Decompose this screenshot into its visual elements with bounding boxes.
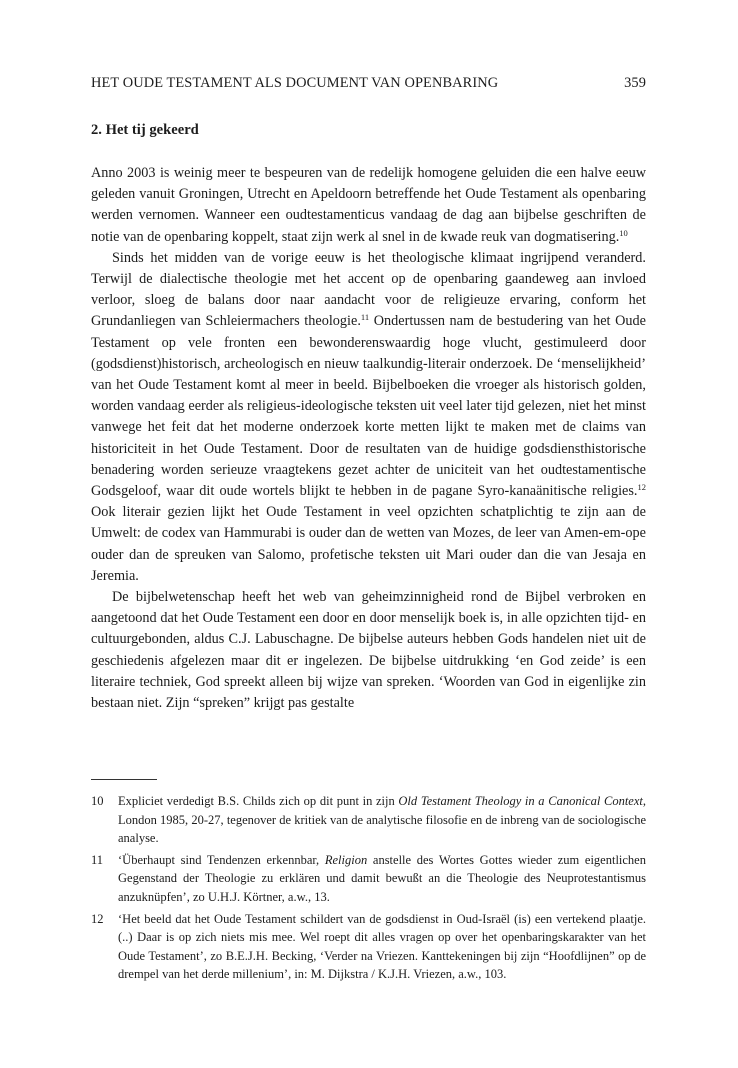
paragraph-2-part-3: Ook literair gezien lijkt het Oude Testament in veel opzichten schatplichtig te zijn aan de Umwelt: de codex van Hammurabi is ouder dan de wetten van Mozes, de leer van Amen-em-ope ouder dan de spreuken van Salomo, profetische teksten uit Mari ouder dan die van Jesaja en Jeremia. [91,504,646,584]
footnote-12 [91,910,646,984]
page-number: 359 [624,75,646,91]
paragraph-3 [91,587,646,714]
paragraph-1-text: Anno 2003 is weinig meer te bespeuren van de redelijk homogene geluiden die een halve eeuw geleden vanuit Groningen, Utrecht en Apeldoorn betreffende het Oude Testament als openbaring werden vernomen. Wanneer een oudtestamenticus vandaag de dag aan bijbelse geschriften de notie van de openbaring koppelt, staat zijn werk al snel in de kwade reuk van dogmatisering. [91,165,646,245]
footnote-text-end: anstelle des Wortes Gottes wieder zum eigentlichen Gegenstand der Theologie zu erklären und damit bewußt an die Theologie des Neuprotestantismus anzuknüpfen’, zo U.H.J. Körtner, a.w., 13. [118,852,646,904]
footnote-text: Expliciet verdedigt B.S. Childs zich op dit punt in zijn [118,794,399,808]
footnote-ref-12[interactable]: 12 [637,482,646,493]
body-text [91,163,646,714]
paragraph-1 [91,163,646,248]
running-head [91,75,646,92]
footnote-text: ‘Überhaupt sind Tendenzen erkennbar, [118,852,325,867]
footnote-number: 12 [91,911,104,926]
footnote-emphasis: Religion [324,852,368,867]
running-title: HET OUDE TESTAMENT ALS DOCUMENT VAN OPENBARING [91,75,499,91]
footnote-10 [91,792,646,848]
paragraph-3-text: De bijbelwetenschap heeft het web van geheimzinnigheid rond de Bijbel verbroken en aangetoond dat het Oude Testament een door en door menselijk boek is, in alle opzichten tijd- en cultuurgebonden, aldus C.J. Labuschagne. De bijbelse auteurs hebben Gods handelen niet uit de geschiedenis afgelezen maar dit er ingelezen. De bijbelse uitdrukking ‘en God zeide’ is een literaire techniek, God spreekt alleen bij wijze van spreken. ‘Woorden van God in eigenlijke zin bestaan niet. Zijn “spreken” krijgt pas gestalte [91,589,646,712]
footnotes [91,792,646,987]
footnote-ref-11[interactable]: 11 [360,312,370,323]
paragraph-2-part-1: Sinds het midden van de vorige eeuw is het theologische klimaat ingrijpend veranderd. Terwijl de dialectische theologie met het accent op de openbaring gaandeweg aan invloed verloor, sloeg de balans door naar aandacht voor de religieuze ervaring, conform het Grundanliegen van Schleiermachers theologie. [91,249,646,330]
paragraph-2 [91,248,646,587]
footnote-divider [91,779,157,780]
footnote-book-title: Old Testament Theology in a Canonical Context [398,794,643,808]
footnote-ref-10[interactable]: 10 [619,227,628,238]
section-heading: 2. Het tij gekeerd [91,122,199,138]
paragraph-2-part-2: Ondertussen nam de bestudering van het Oude Testament op vele fronten een bewonderenswaardig hoge vlucht, gestimuleerd door (godsdienst)historisch, archeologisch en nieuw taalkundig-literair onderzoek. De ‘menselijkheid’ van het Oude Testament komt al meer in beeld. Bijbelboeken die vroeger als historisch golden, worden vandaag eerder als religieus-ideologische teksten uit veel later tijd gelezen, niet het minst vanwege het feit dat het moderne onderzoek korte metten lijkt te maken met de claims van historiciteit in het Oude Testament. Door de resultaten van de huidige godsdiensthistorische benadering worden serieuze vraagtekens gezet achter de uniciteit van het oudtestamentische Godsgeloof, waar dit oude wortels blijkt te hebben in de pagane Syro-kanaänitische religies. [91,313,646,500]
footnote-number: 10 [91,794,104,808]
footnote-number: 11 [91,852,104,867]
footnote-text: ‘Het beeld dat het Oude Testament schildert van de godsdienst in Oud-Israël (is) een vertekend plaatje. (..) Daar is op zich niets mis mee. Wel roept dit alles vragen op over het openbaringskarakter van het Oude Testament’, zo B.E.J.H. Becking, ‘Verder na Vriezen. Kanttekeningen bij zijn “Hoofdlijnen” op de drempel van het derde millenium’, in: M. Dijkstra / K.J.H. Vriezen, a.w., 103. [118,911,646,982]
footnote-11 [91,851,646,907]
footnote-text-end: , London 1985, 20-27, tegenover de kritiek van de analytische filosofie en de inbreng van de sociologische analyse. [118,794,646,846]
